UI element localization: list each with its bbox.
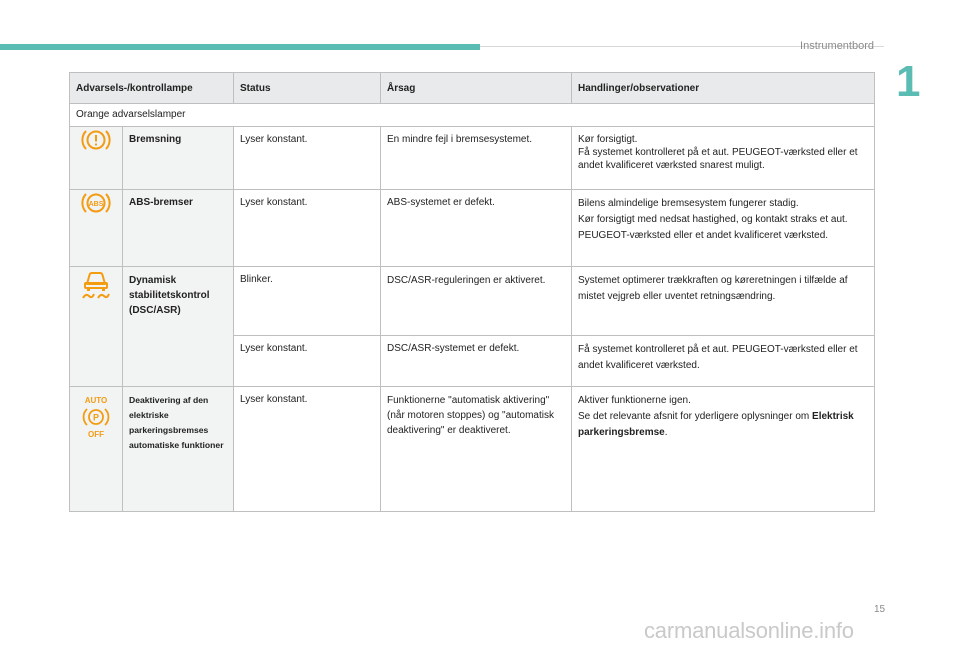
status-cell: Lyser konstant. xyxy=(234,190,381,267)
column-header-status: Status xyxy=(234,73,381,104)
abs-icon-label: ABS xyxy=(88,201,104,208)
section-title: Instrumentbord xyxy=(800,40,874,52)
lamp-name: Dynamisk stabilitetskontrol (DSC/ASR) xyxy=(123,267,234,387)
header-accent-bar xyxy=(0,44,480,50)
table-row xyxy=(70,127,875,190)
auto-parking-brake-off-icon xyxy=(80,395,112,439)
column-header-cause: Årsag xyxy=(381,73,572,104)
lamp-name: Deaktivering af den elektriske parkeringsbremses automatiske funktioner xyxy=(123,387,234,512)
column-header-lamp: Advarsels-/kontrollampe xyxy=(70,73,234,104)
auto-icon-label: AUTO xyxy=(84,396,108,405)
table-row xyxy=(70,387,875,512)
action-cell: Systemet optimerer trækkraften og køreretningen i tilfælde af mistet vejgreb eller uventet retningsændring. xyxy=(572,267,875,336)
dsc-asr-icon xyxy=(80,267,112,301)
cause-cell: DSC/ASR-reguleringen er aktiveret. xyxy=(381,267,572,336)
cause-cell: ABS-systemet er defekt. xyxy=(381,190,572,267)
status-cell: Lyser konstant. xyxy=(234,387,381,512)
brake-warning-icon xyxy=(81,127,111,153)
status-cell: Blinker. xyxy=(234,267,381,336)
action-cell: Få systemet kontrolleret på et aut. PEUGEOT-værksted eller et andet kvalificeret værksted. xyxy=(572,336,875,387)
abs-warning-icon xyxy=(81,190,111,216)
cause-cell: Funktionerne "automatisk aktivering" (når motoren stoppes) og "automatisk deaktivering" er deaktiveret. xyxy=(381,387,572,512)
table-row xyxy=(70,190,875,267)
cause-cell: En mindre fejl i bremsesystemet. xyxy=(381,127,572,190)
group-label: Orange advarselslamper xyxy=(70,104,875,127)
warning-lamps-table xyxy=(69,72,875,512)
action-cell: Bilens almindelige bremsesystem fungerer stadig. Kør forsigtigt med nedsat hastighed, og kontakt straks et aut. PEUGEOT-værksted eller et andet kvalificeret værksted. xyxy=(572,190,875,267)
off-icon-label: OFF xyxy=(88,430,104,439)
watermark: carmanualsonline.info xyxy=(644,618,854,643)
action-cell: Aktiver funktionerne igen. Se det relevante afsnit for yderligere oplysninger om Elektrisk parkeringsbremse. xyxy=(572,387,875,512)
table-row xyxy=(70,267,875,336)
table-header-row xyxy=(70,73,875,104)
lamp-name: ABS-bremser xyxy=(123,190,234,267)
chapter-number: 1 xyxy=(896,57,921,106)
cause-cell: DSC/ASR-systemet er defekt. xyxy=(381,336,572,387)
action-reference: Elektrisk parkeringsbremse xyxy=(578,411,854,438)
group-label-row xyxy=(70,104,875,127)
action-line: Aktiver funktionerne igen. xyxy=(578,395,691,406)
action-cell: Kør forsigtigt. Få systemet kontrolleret på et aut. PEUGEOT-værksted eller et andet kvalificeret værksted snarest muligt. xyxy=(572,127,875,190)
status-cell: Lyser konstant. xyxy=(234,336,381,387)
action-line: Se det relevante afsnit for yderligere oplysninger om xyxy=(578,411,810,422)
p-icon-label: P xyxy=(92,412,100,423)
status-cell: Lyser konstant. xyxy=(234,127,381,190)
lamp-name: Bremsning xyxy=(123,127,234,190)
column-header-actions: Handlinger/observationer xyxy=(572,73,875,104)
page-number: 15 xyxy=(874,604,886,615)
